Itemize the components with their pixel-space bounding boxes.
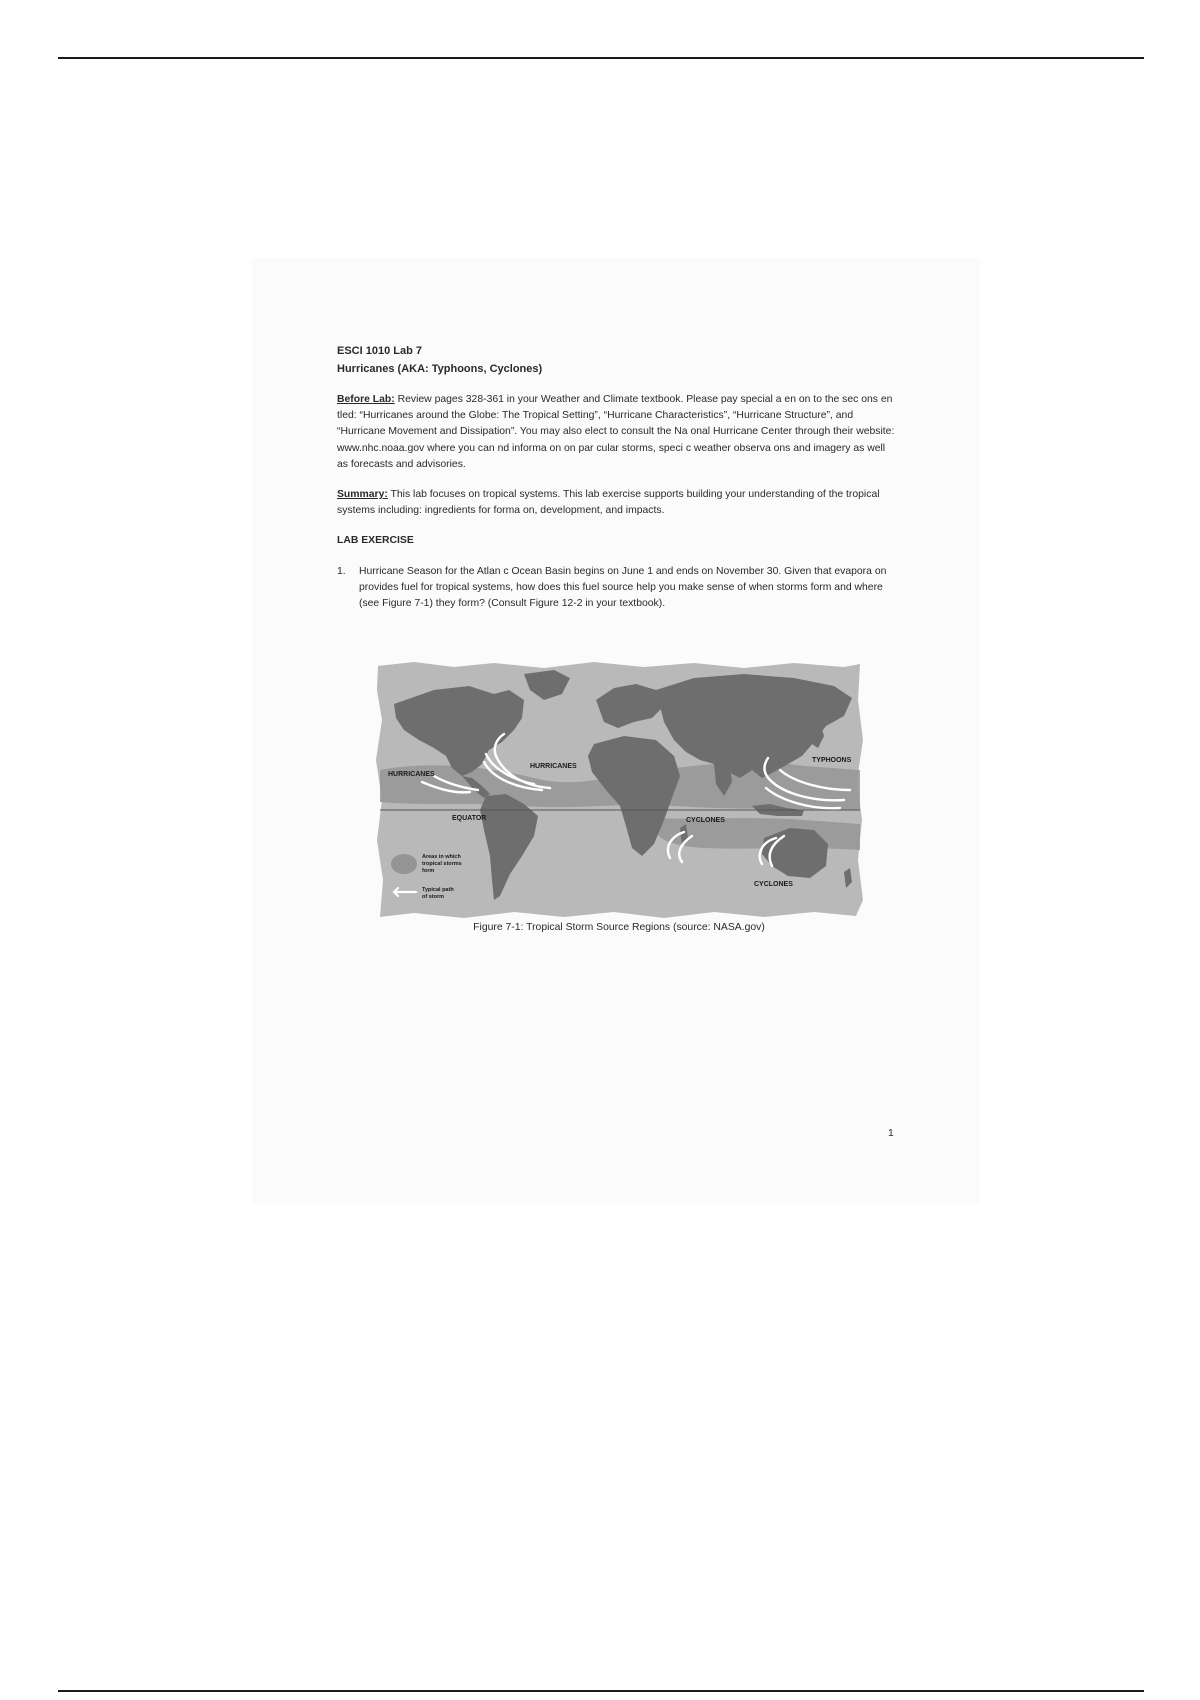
question-number: 1. [337,565,346,577]
question-text: Hurricane Season for the Atlan c Ocean Basin begins on June 1 and ends on November 30. Given that evapora on provides fuel for tropical systems, how does this fuel source help you make sense of when storms form and where (see Figure 7-1) they form? (Consult Figure 12-2 in your textbook). [359,565,887,610]
lab-title: Hurricanes (AKA: Typhoons, Cyclones) [337,363,543,375]
before-lab-label: Before Lab: [337,394,395,405]
label-hurricanes-atlantic: HURRICANES [530,763,577,770]
course-title: ESCI 1010 Lab 7 [337,345,422,357]
question-item [337,564,897,613]
before-lab-paragraph [337,392,897,473]
label-cyclones-indian: CYCLONES [686,817,725,824]
legend-area-line3: form [422,868,435,874]
legend-area-line2: tropical storms [422,861,462,867]
legend-path-line1: Typical path [422,887,454,893]
top-rule [58,57,1144,59]
label-cyclones-australia: CYCLONES [754,881,793,888]
label-typhoons: TYPHOONS [812,757,852,764]
legend-area-swatch [391,854,417,874]
label-hurricanes-pacific: HURRICANES [388,771,435,778]
document-body [337,342,897,612]
legend-path-line2: of storm [422,894,444,900]
label-equator: EQUATOR [452,815,487,822]
summary-paragraph [337,487,897,519]
figure-caption: Figure 7-1: Tropical Storm Source Regions (source: NASA.gov) [473,922,765,933]
section-heading: LAB EXERCISE [337,535,414,547]
tropical-storm-map-figure [374,660,864,920]
summary-label: Summary: [337,489,388,501]
page-number: 1 [888,1128,894,1139]
summary-text: This lab focuses on tropical systems. This lab exercise supports building your understanding of the tropical systems including: ingredients for forma on, development, and impacts. [337,489,880,517]
before-lab-text: Review pages 328-361 in your Weather and Climate textbook. Please pay special a en on to the sec ons en tled: “Hurricanes around the Globe: The Tropical Setting”, “Hurricane Characteristics”, “Hurricane Structure”, and “Hurricane Movement and Dissipation”. You may also elect to consult the Na onal Hurricane Center through their website: www.nhc.noaa.gov where you can nd informa on on par cular storms, speci c weather observa ons and imagery as well as forecasts and advisories. [337,394,895,470]
legend-area-line1: Areas in which [422,854,461,860]
bottom-rule [58,1690,1144,1692]
